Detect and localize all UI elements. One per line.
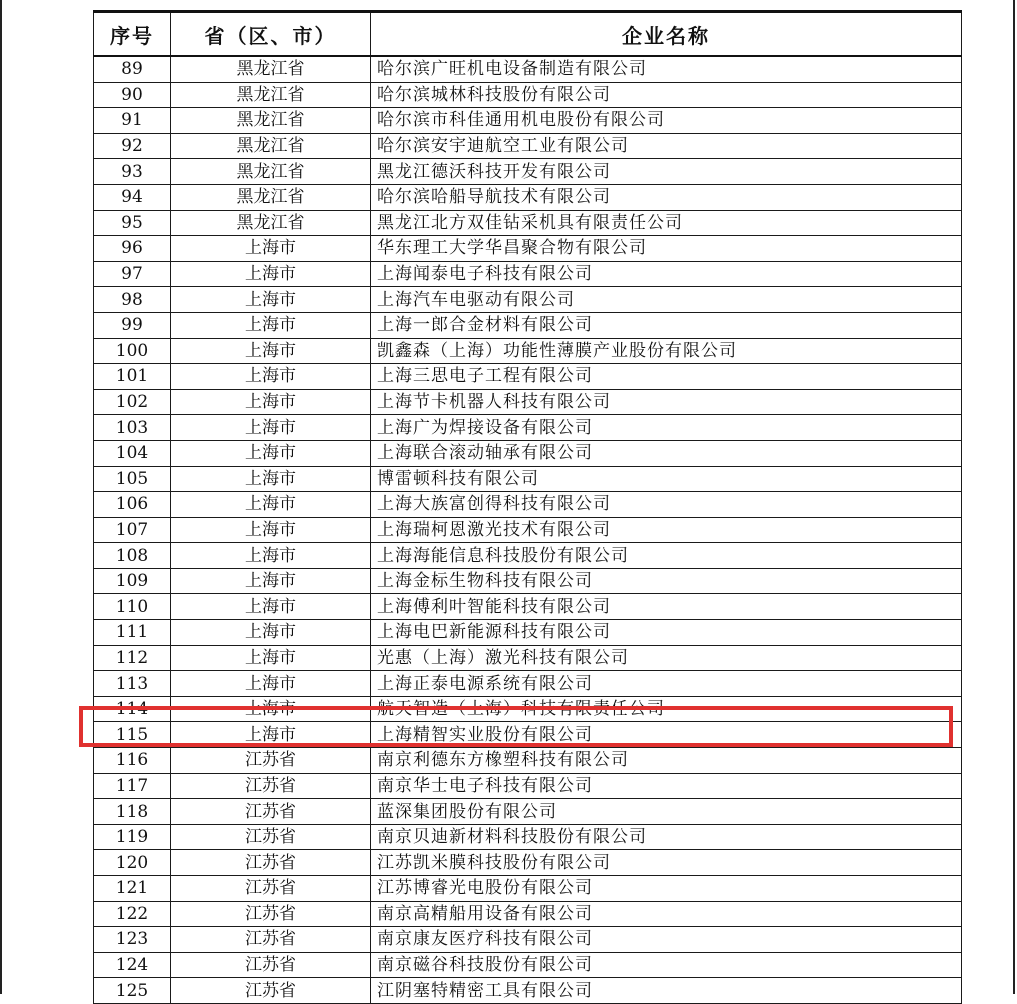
province-cell: 江苏省: [171, 876, 371, 902]
serial-number-cell: 124: [94, 952, 171, 978]
serial-number-cell: 121: [94, 876, 171, 902]
company-name-cell: 江阴塞特精密工具有限公司: [371, 978, 962, 1004]
serial-number-cell: 119: [94, 824, 171, 850]
province-cell: 上海市: [171, 594, 371, 620]
table-row: [94, 133, 962, 159]
serial-number-cell: 123: [94, 927, 171, 953]
company-name-cell: 上海精智实业股份有限公司: [371, 722, 962, 748]
company-name-cell: 蓝深集团股份有限公司: [371, 799, 962, 825]
company-name-cell: 上海节卡机器人科技有限公司: [371, 389, 962, 415]
page-edge-right: [1013, 0, 1015, 994]
company-name-cell: 江苏凯米膜科技股份有限公司: [371, 850, 962, 876]
province-cell: 江苏省: [171, 978, 371, 1004]
serial-number-cell: 118: [94, 799, 171, 825]
serial-number-cell: 98: [94, 287, 171, 313]
company-name-cell: 南京贝迪新材料科技股份有限公司: [371, 824, 962, 850]
table-row: [94, 364, 962, 390]
serial-number-cell: 97: [94, 261, 171, 287]
company-name-cell: 上海电巴新能源科技有限公司: [371, 620, 962, 646]
province-cell: 上海市: [171, 568, 371, 594]
serial-number-cell: 106: [94, 492, 171, 518]
province-cell: 江苏省: [171, 799, 371, 825]
table-row: [94, 543, 962, 569]
province-cell: 上海市: [171, 236, 371, 262]
province-cell: 黑龙江省: [171, 82, 371, 108]
company-name-cell: 上海正泰电源系统有限公司: [371, 671, 962, 697]
serial-number-cell: 122: [94, 901, 171, 927]
table-row: [94, 389, 962, 415]
table-row: [94, 82, 962, 108]
province-cell: 上海市: [171, 645, 371, 671]
company-name-cell: 上海海能信息科技股份有限公司: [371, 543, 962, 569]
table-row: [94, 978, 962, 1004]
highlight-box: [79, 706, 953, 747]
province-cell: 上海市: [171, 389, 371, 415]
province-cell: 江苏省: [171, 748, 371, 774]
table-row: [94, 748, 962, 774]
company-name-cell: 华东理工大学华昌聚合物有限公司: [371, 236, 962, 262]
serial-number-cell: 104: [94, 440, 171, 466]
province-cell: 上海市: [171, 722, 371, 748]
company-name-cell: 凯鑫森（上海）功能性薄膜产业股份有限公司: [371, 338, 962, 364]
company-name-cell: 博雷顿科技有限公司: [371, 466, 962, 492]
province-cell: 江苏省: [171, 927, 371, 953]
company-name-cell: 上海广为焊接设备有限公司: [371, 415, 962, 441]
company-name-cell: 上海一郎合金材料有限公司: [371, 312, 962, 338]
table-row: [94, 184, 962, 210]
province-cell: 江苏省: [171, 824, 371, 850]
serial-number-cell: 108: [94, 543, 171, 569]
province-cell: 江苏省: [171, 901, 371, 927]
header-company-name: 企业名称: [371, 12, 962, 57]
province-cell: 上海市: [171, 338, 371, 364]
province-cell: 上海市: [171, 492, 371, 518]
serial-number-cell: 113: [94, 671, 171, 697]
table-row: [94, 287, 962, 313]
province-cell: 江苏省: [171, 952, 371, 978]
company-name-cell: 上海大族富创得科技有限公司: [371, 492, 962, 518]
header-serial-number: 序号: [94, 12, 171, 57]
company-name-cell: 上海三思电子工程有限公司: [371, 364, 962, 390]
province-cell: 上海市: [171, 696, 371, 722]
province-cell: 黑龙江省: [171, 159, 371, 185]
table-row: [94, 56, 962, 82]
company-name-cell: 黑龙江德沃科技开发有限公司: [371, 159, 962, 185]
province-cell: 上海市: [171, 364, 371, 390]
company-name-cell: 上海汽车电驱动有限公司: [371, 287, 962, 313]
serial-number-cell: 101: [94, 364, 171, 390]
serial-number-cell: 103: [94, 415, 171, 441]
serial-number-cell: 105: [94, 466, 171, 492]
company-name-cell: 光惠（上海）激光科技有限公司: [371, 645, 962, 671]
company-name-cell: 上海闻泰电子科技有限公司: [371, 261, 962, 287]
table-row: [94, 108, 962, 134]
serial-number-cell: 99: [94, 312, 171, 338]
serial-number-cell: 111: [94, 620, 171, 646]
serial-number-cell: 94: [94, 184, 171, 210]
province-cell: 上海市: [171, 287, 371, 313]
province-cell: 上海市: [171, 620, 371, 646]
page-edge-left: [0, 0, 2, 994]
table-row: [94, 415, 962, 441]
company-name-cell: 上海瑞柯恩激光技术有限公司: [371, 517, 962, 543]
serial-number-cell: 107: [94, 517, 171, 543]
province-cell: 上海市: [171, 671, 371, 697]
serial-number-cell: 117: [94, 773, 171, 799]
table-row: [94, 927, 962, 953]
company-name-cell: 上海金标生物科技有限公司: [371, 568, 962, 594]
table-row: [94, 210, 962, 236]
province-cell: 黑龙江省: [171, 184, 371, 210]
table-row: [94, 594, 962, 620]
table-row: [94, 901, 962, 927]
company-name-cell: 江苏博睿光电股份有限公司: [371, 876, 962, 902]
serial-number-cell: 114: [94, 696, 171, 722]
serial-number-cell: 116: [94, 748, 171, 774]
table-row: [94, 850, 962, 876]
table-header-row: [94, 12, 962, 57]
serial-number-cell: 102: [94, 389, 171, 415]
company-name-cell: 南京利德东方橡塑科技有限公司: [371, 748, 962, 774]
company-name-cell: 南京高精船用设备有限公司: [371, 901, 962, 927]
table-row: [94, 466, 962, 492]
table-row: [94, 236, 962, 262]
province-cell: 上海市: [171, 517, 371, 543]
table-row: [94, 620, 962, 646]
province-cell: 黑龙江省: [171, 108, 371, 134]
province-cell: 上海市: [171, 543, 371, 569]
table-row: [94, 517, 962, 543]
serial-number-cell: 120: [94, 850, 171, 876]
serial-number-cell: 95: [94, 210, 171, 236]
province-cell: 上海市: [171, 415, 371, 441]
company-name-cell: 南京华士电子科技有限公司: [371, 773, 962, 799]
table-row: [94, 440, 962, 466]
company-name-cell: 南京康友医疗科技有限公司: [371, 927, 962, 953]
company-name-cell: 上海联合滚动轴承有限公司: [371, 440, 962, 466]
province-cell: 黑龙江省: [171, 56, 371, 82]
table-row: [94, 338, 962, 364]
company-name-cell: 哈尔滨安宇迪航空工业有限公司: [371, 133, 962, 159]
company-name-cell: 哈尔滨市科佳通用机电股份有限公司: [371, 108, 962, 134]
table-row: [94, 492, 962, 518]
serial-number-cell: 110: [94, 594, 171, 620]
company-name-cell: 哈尔滨城林科技股份有限公司: [371, 82, 962, 108]
serial-number-cell: 100: [94, 338, 171, 364]
company-name-cell: 黑龙江北方双佳钻采机具有限责任公司: [371, 210, 962, 236]
header-province: 省（区、市）: [171, 12, 371, 57]
company-name-cell: 南京磁谷科技股份有限公司: [371, 952, 962, 978]
serial-number-cell: 115: [94, 722, 171, 748]
company-name-cell: 哈尔滨广旺机电设备制造有限公司: [371, 56, 962, 82]
serial-number-cell: 125: [94, 978, 171, 1004]
table-row: [94, 952, 962, 978]
province-cell: 黑龙江省: [171, 210, 371, 236]
province-cell: 江苏省: [171, 850, 371, 876]
table-body: [94, 56, 962, 1003]
province-cell: 江苏省: [171, 773, 371, 799]
serial-number-cell: 92: [94, 133, 171, 159]
company-name-cell: 上海傅利叶智能科技有限公司: [371, 594, 962, 620]
province-cell: 黑龙江省: [171, 133, 371, 159]
table-row: [94, 824, 962, 850]
serial-number-cell: 96: [94, 236, 171, 262]
province-cell: 上海市: [171, 312, 371, 338]
serial-number-cell: 89: [94, 56, 171, 82]
serial-number-cell: 112: [94, 645, 171, 671]
table-row: [94, 261, 962, 287]
table-row: [94, 645, 962, 671]
province-cell: 上海市: [171, 466, 371, 492]
table-row: [94, 876, 962, 902]
table-row: [94, 799, 962, 825]
serial-number-cell: 93: [94, 159, 171, 185]
table-row: [94, 568, 962, 594]
table-row: [94, 312, 962, 338]
enterprise-list-table: [93, 10, 962, 1004]
serial-number-cell: 91: [94, 108, 171, 134]
province-cell: 上海市: [171, 440, 371, 466]
serial-number-cell: 109: [94, 568, 171, 594]
serial-number-cell: 90: [94, 82, 171, 108]
table-row: [94, 159, 962, 185]
province-cell: 上海市: [171, 261, 371, 287]
company-name-cell: 哈尔滨哈船导航技术有限公司: [371, 184, 962, 210]
table-row: [94, 773, 962, 799]
company-name-cell: 航天智造（上海）科技有限责任公司: [371, 696, 962, 722]
table-row: [94, 671, 962, 697]
